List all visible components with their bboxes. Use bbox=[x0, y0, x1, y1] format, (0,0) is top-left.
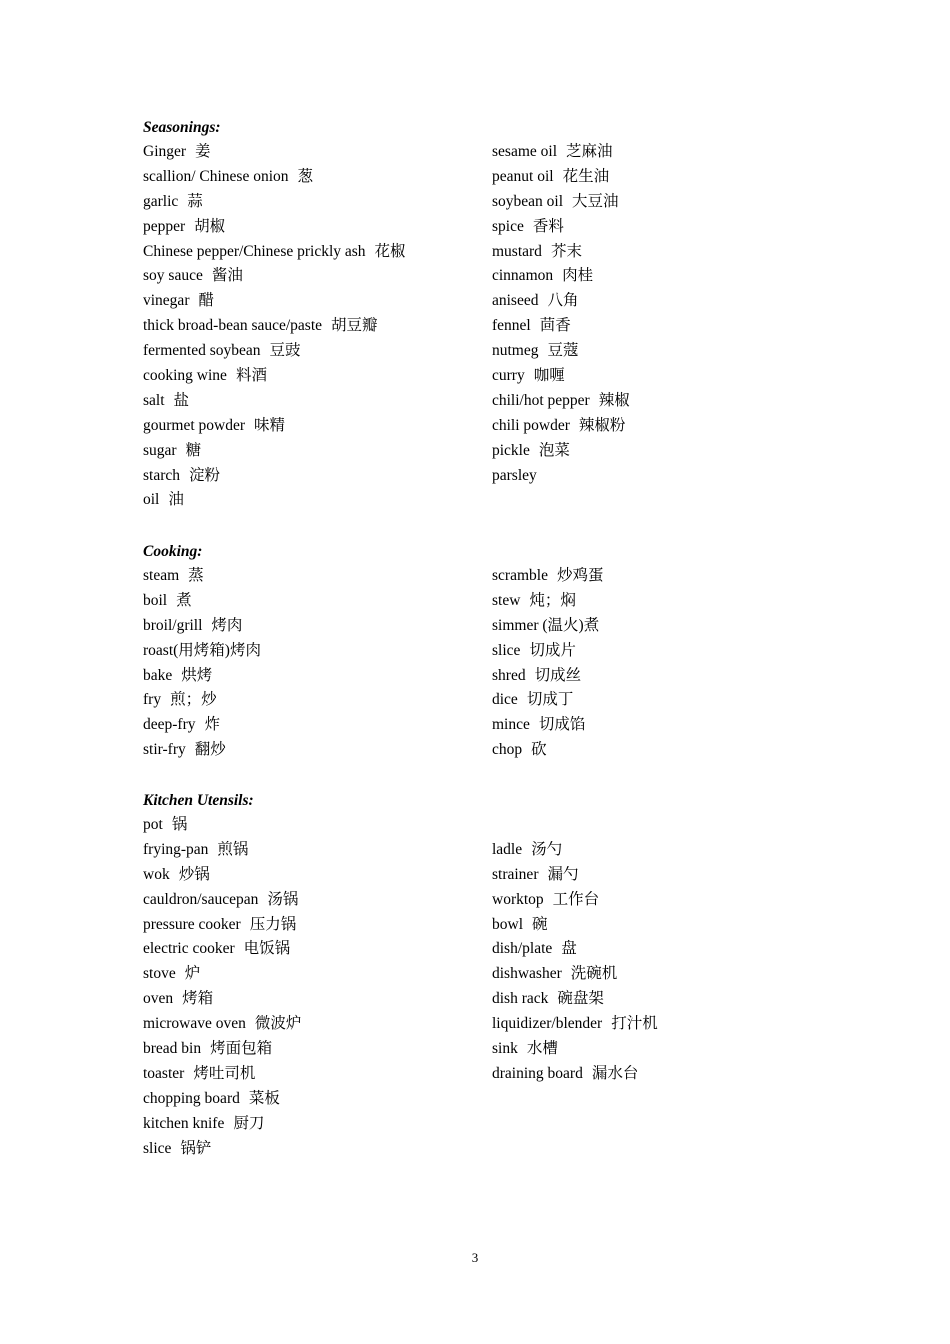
vocab-english: cauldron/saucepan bbox=[143, 890, 259, 908]
vocab-english: pot bbox=[143, 816, 163, 833]
vocab-chinese: 砍 bbox=[531, 741, 547, 759]
vocab-entry bbox=[143, 414, 406, 439]
page-number: 3 bbox=[471, 1250, 479, 1265]
vocab-english: gourmet powder bbox=[143, 416, 246, 434]
vocab-entry bbox=[143, 464, 406, 489]
vocab-chinese: 煎；炒 bbox=[170, 691, 217, 709]
vocab-english: starch bbox=[143, 466, 181, 484]
vocab-english: Chinese pepper/Chinese prickly ash bbox=[143, 242, 366, 260]
vocab-english: steam bbox=[143, 567, 180, 584]
vocab-chinese: 胡豆瓣 bbox=[331, 317, 378, 335]
vocab-entry bbox=[143, 240, 406, 265]
vocab-entry bbox=[492, 289, 630, 314]
vocab-chinese: 烤箱 bbox=[182, 990, 214, 1008]
vocab-chinese: 葱 bbox=[297, 167, 314, 185]
vocab-entry bbox=[143, 1037, 301, 1062]
vocab-entry bbox=[492, 688, 603, 713]
vocab-english: roast(用烤箱)烤肉 bbox=[143, 641, 261, 659]
vocab-column-right bbox=[492, 140, 630, 488]
vocab-chinese: 漏水台 bbox=[591, 1064, 639, 1082]
vocab-chinese: 烤面包箱 bbox=[210, 1040, 273, 1058]
vocab-english: boil bbox=[143, 591, 168, 609]
vocab-entry bbox=[492, 564, 603, 589]
vocab-english: garlic bbox=[143, 192, 179, 210]
vocab-english: spice bbox=[492, 217, 524, 235]
vocab-entry bbox=[492, 589, 603, 614]
vocab-entry bbox=[143, 339, 406, 364]
vocab-chinese: 水槽 bbox=[526, 1040, 558, 1058]
vocab-entry bbox=[143, 564, 261, 589]
vocab-entry bbox=[143, 589, 261, 614]
vocab-english: chop bbox=[492, 741, 523, 759]
vocab-english: worktop bbox=[492, 890, 544, 908]
vocab-entry bbox=[143, 140, 406, 165]
vocab-entry bbox=[143, 439, 406, 464]
vocab-chinese: 醋 bbox=[198, 292, 214, 310]
section-heading: Kitchen Utensils: bbox=[143, 792, 254, 809]
vocab-english: deep-fry bbox=[143, 716, 196, 734]
vocab-english: curry bbox=[492, 367, 525, 385]
vocab-entry bbox=[143, 1137, 301, 1162]
vocab-entry bbox=[143, 314, 406, 339]
vocab-english: electric cooker bbox=[143, 940, 235, 958]
vocab-chinese: 芥末 bbox=[550, 242, 582, 260]
vocab-entry bbox=[143, 888, 301, 913]
vocab-entry bbox=[143, 488, 406, 513]
vocab-english: scramble bbox=[492, 567, 548, 584]
vocab-chinese: 豆豉 bbox=[269, 342, 301, 360]
vocab-chinese: 料酒 bbox=[235, 367, 267, 385]
vocab-entry bbox=[492, 414, 630, 439]
vocab-chinese: 烤吐司机 bbox=[193, 1064, 256, 1082]
vocab-english: stir-fry bbox=[143, 741, 186, 759]
vocab-entry bbox=[492, 987, 658, 1012]
vocab-column-left bbox=[143, 140, 406, 513]
vocab-chinese: 泡菜 bbox=[538, 441, 570, 459]
vocab-entry bbox=[143, 838, 301, 863]
vocab-chinese: 锅铲 bbox=[180, 1139, 212, 1157]
vocab-chinese: 微波炉 bbox=[254, 1015, 302, 1033]
vocab-chinese: 蒸 bbox=[188, 567, 204, 584]
vocab-entry bbox=[492, 888, 658, 913]
vocab-chinese: 咖喱 bbox=[533, 367, 565, 385]
vocab-english: sugar bbox=[143, 441, 177, 459]
vocab-english: frying-pan bbox=[143, 840, 209, 858]
vocab-entry bbox=[143, 738, 261, 763]
vocab-chinese: 糖 bbox=[185, 441, 202, 459]
vocab-english: peanut oil bbox=[492, 167, 554, 185]
vocab-chinese: 煎锅 bbox=[217, 840, 249, 858]
vocab-chinese: 芝麻油 bbox=[566, 143, 613, 160]
vocab-chinese: 翻炒 bbox=[194, 741, 226, 759]
vocab-chinese: 碗盘架 bbox=[557, 990, 604, 1008]
vocab-chinese: 洗碗机 bbox=[570, 965, 618, 983]
vocab-chinese: 淀粉 bbox=[189, 466, 221, 484]
vocab-english: salt bbox=[143, 391, 165, 409]
vocab-chinese: 锅 bbox=[171, 816, 188, 833]
vocab-english: scallion/ Chinese onion bbox=[143, 167, 289, 185]
vocab-entry bbox=[492, 937, 658, 962]
vocab-english: bowl bbox=[492, 915, 523, 933]
vocab-chinese: 烤肉 bbox=[211, 616, 243, 634]
vocab-entry bbox=[143, 813, 301, 838]
vocab-english: soy sauce bbox=[143, 267, 203, 285]
vocab-chinese: 味精 bbox=[254, 416, 286, 434]
vocab-chinese: 香料 bbox=[532, 217, 564, 235]
vocab-entry bbox=[492, 314, 630, 339]
vocab-english: microwave oven bbox=[143, 1015, 246, 1033]
vocab-chinese: 炖；焖 bbox=[529, 591, 576, 609]
vocab-english: broil/grill bbox=[143, 616, 203, 634]
vocab-chinese: 花生油 bbox=[562, 167, 610, 185]
vocab-entry bbox=[143, 190, 406, 215]
vocab-entry bbox=[143, 1087, 301, 1112]
vocab-entry bbox=[492, 614, 603, 639]
vocab-entry bbox=[492, 1062, 658, 1087]
vocab-entry bbox=[492, 190, 630, 215]
vocab-entry bbox=[492, 464, 630, 489]
vocab-entry bbox=[143, 639, 261, 664]
vocab-english: vinegar bbox=[143, 292, 190, 310]
vocab-english: strainer bbox=[492, 865, 539, 883]
vocab-chinese: 碗 bbox=[532, 915, 548, 933]
vocab-entry bbox=[143, 215, 406, 240]
section-heading: Cooking: bbox=[143, 543, 203, 560]
vocab-chinese: 八角 bbox=[547, 292, 579, 310]
vocab-entry bbox=[143, 713, 261, 738]
vocab-entry bbox=[143, 987, 301, 1012]
vocab-english: liquidizer/blender bbox=[492, 1015, 603, 1033]
vocab-chinese: 烘烤 bbox=[181, 666, 213, 684]
vocab-english: bake bbox=[143, 666, 173, 684]
vocab-entry bbox=[492, 913, 658, 938]
vocab-chinese: 胡椒 bbox=[194, 217, 226, 235]
vocab-chinese: 煮 bbox=[176, 591, 192, 609]
vocab-entry bbox=[143, 688, 261, 713]
vocab-chinese: 切成丝 bbox=[534, 666, 582, 684]
vocab-entry bbox=[492, 962, 658, 987]
vocab-english: mince bbox=[492, 716, 530, 734]
vocab-entry bbox=[143, 913, 301, 938]
vocab-chinese: 豆蔻 bbox=[547, 342, 579, 360]
vocab-english: Ginger bbox=[143, 143, 187, 160]
vocab-chinese: 切成丁 bbox=[526, 691, 574, 709]
vocab-entry bbox=[143, 863, 301, 888]
vocab-chinese: 油 bbox=[168, 491, 184, 509]
vocab-chinese: 炉 bbox=[184, 965, 201, 983]
vocab-chinese: 辣椒 bbox=[598, 391, 630, 409]
vocab-entry bbox=[143, 165, 406, 190]
section-seasonings bbox=[143, 115, 843, 509]
section-cooking bbox=[143, 539, 843, 759]
vocab-entry bbox=[492, 264, 630, 289]
vocab-entry bbox=[492, 738, 603, 763]
vocab-chinese: 肉桂 bbox=[562, 267, 594, 285]
vocab-english: bread bin bbox=[143, 1040, 202, 1058]
vocab-entry bbox=[143, 937, 301, 962]
vocab-entry bbox=[492, 639, 603, 664]
vocab-chinese: 大豆油 bbox=[572, 192, 619, 210]
vocab-english: soybean oil bbox=[492, 192, 564, 210]
vocab-english: dish/plate bbox=[492, 940, 553, 958]
vocab-entry bbox=[492, 240, 630, 265]
vocab-chinese: 电饭锅 bbox=[243, 940, 291, 958]
vocab-entry bbox=[143, 664, 261, 689]
vocab-entry bbox=[492, 863, 658, 888]
vocab-entry bbox=[143, 1012, 301, 1037]
vocab-chinese: 盘 bbox=[561, 940, 577, 958]
vocab-english: chili powder bbox=[492, 416, 570, 434]
vocab-chinese: 辣椒粉 bbox=[578, 416, 626, 434]
vocab-chinese: 蒜 bbox=[187, 192, 203, 210]
section-kitchen-utensils bbox=[143, 788, 843, 1157]
vocab-entry bbox=[143, 289, 406, 314]
vocab-chinese: 厨刀 bbox=[233, 1114, 265, 1132]
vocab-english: pressure cooker bbox=[143, 915, 241, 933]
vocab-entry bbox=[492, 339, 630, 364]
vocab-english: cooking wine bbox=[143, 367, 227, 385]
vocab-english: thick broad-bean sauce/paste bbox=[143, 317, 323, 335]
vocab-english: dish rack bbox=[492, 990, 549, 1008]
vocab-english: simmer (温火)煮 bbox=[492, 616, 600, 634]
vocab-english: toaster bbox=[143, 1064, 185, 1082]
vocab-english: nutmeg bbox=[492, 342, 539, 360]
vocab-entry bbox=[492, 838, 658, 863]
vocab-chinese: 炒锅 bbox=[178, 865, 210, 883]
vocab-chinese: 工作台 bbox=[552, 890, 600, 908]
vocab-english: dishwasher bbox=[492, 965, 562, 983]
vocab-entry bbox=[492, 215, 630, 240]
vocab-english: slice bbox=[143, 1139, 172, 1157]
vocab-english: ladle bbox=[492, 840, 523, 858]
vocab-column-right bbox=[492, 838, 658, 1087]
vocab-entry bbox=[143, 962, 301, 987]
vocab-english: draining board bbox=[492, 1064, 583, 1082]
vocab-english: aniseed bbox=[492, 292, 539, 310]
vocab-english: pepper bbox=[143, 217, 186, 235]
vocab-english: mustard bbox=[492, 242, 542, 260]
vocab-entry bbox=[492, 713, 603, 738]
vocab-entry bbox=[143, 614, 261, 639]
vocab-chinese: 炸 bbox=[204, 716, 221, 734]
vocab-entry bbox=[492, 1012, 658, 1037]
vocab-chinese: 盐 bbox=[173, 391, 190, 409]
vocab-english: shred bbox=[492, 666, 526, 684]
vocab-english: oven bbox=[143, 990, 174, 1008]
vocab-entry bbox=[492, 664, 603, 689]
vocab-english: parsley bbox=[492, 466, 537, 484]
vocab-chinese: 姜 bbox=[195, 143, 211, 160]
vocab-chinese: 茴香 bbox=[539, 317, 571, 335]
vocab-entry bbox=[143, 264, 406, 289]
vocab-chinese: 酱油 bbox=[211, 267, 243, 285]
vocab-english: sink bbox=[492, 1040, 518, 1058]
vocab-chinese: 菜板 bbox=[248, 1089, 280, 1107]
vocab-english: pickle bbox=[492, 441, 530, 459]
vocab-english: chili/hot pepper bbox=[492, 391, 590, 409]
vocab-english: dice bbox=[492, 691, 518, 709]
vocab-english: fermented soybean bbox=[143, 342, 261, 360]
vocab-column-left bbox=[143, 813, 301, 1161]
vocab-english: sesame oil bbox=[492, 143, 557, 160]
vocab-entry bbox=[143, 1062, 301, 1087]
vocab-entry bbox=[492, 389, 630, 414]
vocab-chinese: 炒鸡蛋 bbox=[556, 567, 604, 584]
vocab-entry bbox=[143, 364, 406, 389]
vocab-entry bbox=[143, 389, 406, 414]
section-heading: Seasonings: bbox=[143, 119, 221, 136]
vocab-english: oil bbox=[143, 491, 160, 509]
vocab-chinese: 切成片 bbox=[529, 641, 576, 659]
vocab-chinese: 漏勺 bbox=[547, 865, 579, 883]
vocab-entry bbox=[492, 1037, 658, 1062]
vocab-chinese: 打汁机 bbox=[611, 1015, 658, 1033]
vocab-entry bbox=[492, 439, 630, 464]
vocab-english: slice bbox=[492, 641, 521, 659]
vocab-english: stew bbox=[492, 591, 521, 609]
vocab-english: fry bbox=[143, 691, 162, 709]
vocab-chinese: 汤锅 bbox=[267, 890, 299, 908]
vocab-english: kitchen knife bbox=[143, 1114, 225, 1132]
vocab-chinese: 花椒 bbox=[374, 242, 406, 260]
vocab-column-left bbox=[143, 564, 261, 763]
vocab-english: chopping board bbox=[143, 1089, 240, 1107]
vocab-english: fennel bbox=[492, 317, 531, 335]
vocab-column-right bbox=[492, 564, 603, 763]
vocab-english: wok bbox=[143, 865, 170, 883]
vocab-english: cinnamon bbox=[492, 267, 554, 285]
vocab-english: stove bbox=[143, 965, 176, 983]
vocab-entry bbox=[492, 140, 630, 165]
vocab-entry bbox=[492, 364, 630, 389]
vocab-chinese: 压力锅 bbox=[249, 915, 297, 933]
vocab-entry bbox=[143, 1112, 301, 1137]
vocab-chinese: 切成馅 bbox=[538, 716, 586, 734]
vocab-chinese: 汤勺 bbox=[531, 840, 563, 858]
vocab-entry bbox=[492, 165, 630, 190]
